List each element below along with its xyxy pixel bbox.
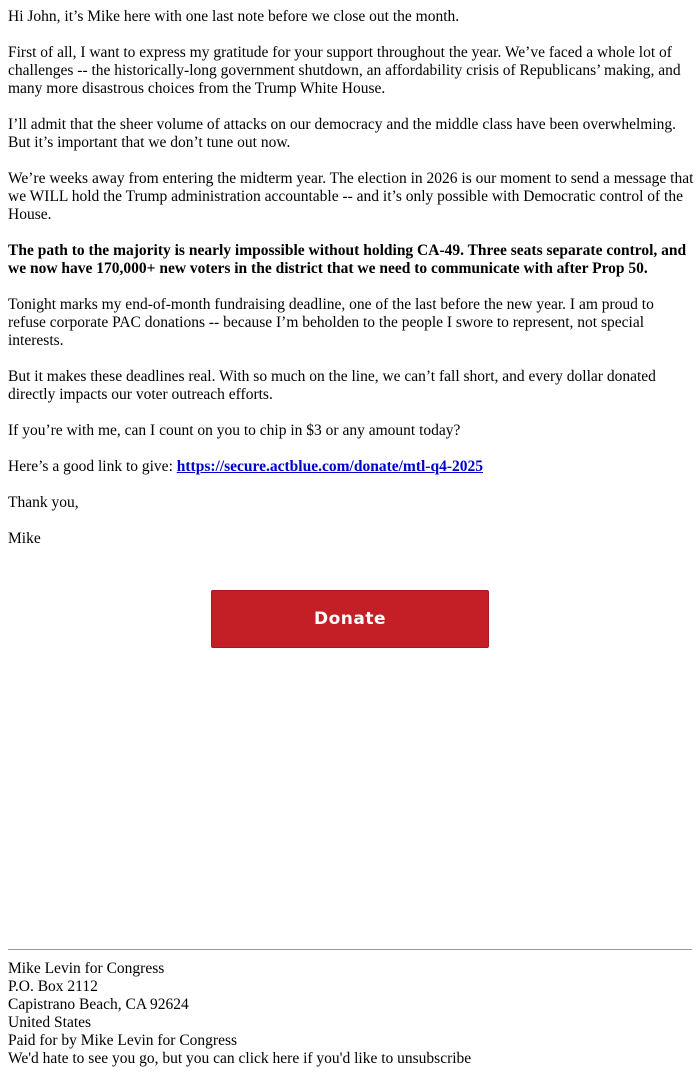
paragraph-midterm: We’re weeks away from entering the midterm year. The election in 2026 is our moment to send a message that we WILL hold the Trump administration accountable -- and it’s only possible with Democratic control of the House. (8, 170, 694, 223)
footer-city: Capistrano Beach, CA 92624 (8, 996, 189, 1013)
signature-text: Mike (8, 530, 41, 547)
footer-divider (8, 949, 692, 950)
paragraph-ask: If you’re with me, can I count on you to chip in $3 or any amount today? (8, 422, 461, 439)
unsubscribe-link[interactable]: We'd hate to see you go, but you can click here if you'd like to unsubscribe (8, 1050, 472, 1067)
email-footer (8, 960, 694, 1068)
footer-country: United States (8, 1014, 92, 1031)
paragraph-attacks: I’ll admit that the sheer volume of attacks on our democracy and the middle class have been overwhelming. But it’s important that we don’t tune out now. (8, 116, 676, 151)
donate-button-container (0, 590, 700, 648)
link-intro-text: Here’s a good link to give: (8, 458, 177, 475)
paragraph-link (8, 458, 694, 476)
footer-po-box: P.O. Box 2112 (8, 978, 98, 995)
footer-paid-for: Paid for by Mike Levin for Congress (8, 1032, 238, 1049)
signoff-text: Thank you, (8, 494, 79, 511)
email-body (8, 8, 694, 566)
footer-org: Mike Levin for Congress (8, 960, 165, 977)
donate-link[interactable]: https://secure.actblue.com/donate/mtl-q4-2025 (176, 458, 483, 475)
paragraph-gratitude: First of all, I want to express my gratitude for your support throughout the year. We’ve faced a whole lot of challenges -- the historically-long government shutdown, an affordability crisis of Republicans’ making, and many more disastrous choices from the Trump White House. (8, 44, 681, 97)
paragraph-majority-bold: The path to the majority is nearly impossible without holding CA-49. Three seats separate control, and we now have 170,000+ new voters in the district that we need to communicate with after Prop 50. (8, 242, 687, 277)
greeting-text: Hi John, it’s Mike here with one last note before we close out the month. (8, 8, 460, 25)
paragraph-outreach: But it makes these deadlines real. With so much on the line, we can’t fall short, and every dollar donated directly impacts our voter outreach efforts. (8, 368, 656, 403)
paragraph-deadline: Tonight marks my end-of-month fundraising deadline, one of the last before the new year. I am proud to refuse corporate PAC donations -- because I’m beholden to the people I swore to represent, not special interests. (8, 296, 654, 349)
donate-button[interactable]: Donate (211, 590, 489, 648)
